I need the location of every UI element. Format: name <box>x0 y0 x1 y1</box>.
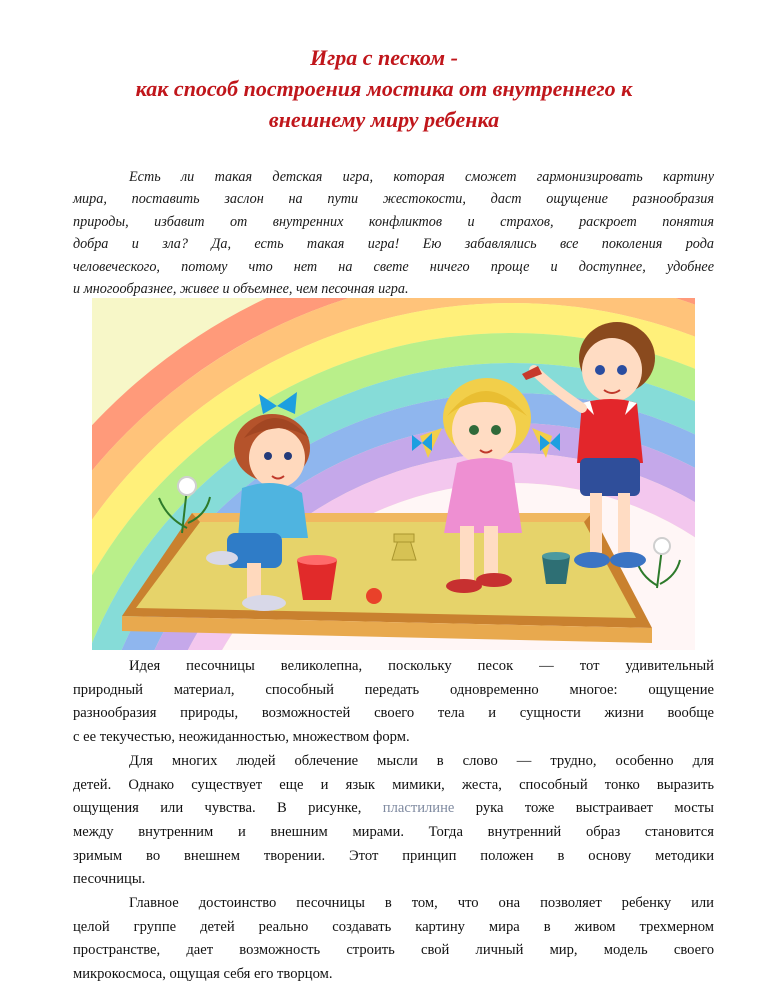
sandbox-illustration <box>92 298 695 650</box>
intro-line: добра и зла? Да, есть такая игра! Ею забавлялись все поколения рода <box>73 236 714 253</box>
dark-bucket <box>542 552 570 584</box>
intro-paragraph <box>73 166 714 300</box>
flower-icon <box>366 588 382 604</box>
title-line-3: внешнему миру ребенка <box>268 107 500 132</box>
title-line-1: Игра с песком - <box>310 45 458 70</box>
intro-line: природы, избавит от внутренних конфликтов и страхов, раскроет понятия <box>73 213 714 230</box>
sandbox <box>122 513 652 643</box>
body-line-with-link <box>73 797 714 821</box>
intro-line: мира, поставить заслон на пути жестокости, даст ощущение разнообразия <box>73 191 714 208</box>
body-line: микрокосмоса, ощущая себя его творцом. <box>73 966 333 983</box>
body-line: зримым во внешнем творении. Этот принцип положен в основу методики <box>73 847 714 864</box>
body-line: разнообразия природы, возможностей своего тела и сущности жизни вообще <box>73 705 714 722</box>
body-line: детей. Однако существует еще и язык мимики, жеста, способный тонко выразить <box>73 776 714 793</box>
body-text-segment: рука тоже выстраивает мосты <box>475 800 714 817</box>
body-line: Идея песочницы великолепна, поскольку песок — тот удивительный <box>129 658 714 674</box>
plasticine-link[interactable]: пластилине <box>382 800 455 817</box>
body-line: с ее текучестью, неожиданностью, множеством форм. <box>73 729 410 746</box>
body-line: между внутренним и внешним мирами. Тогда внутренний образ становится <box>73 823 714 840</box>
body-line: песочницы. <box>73 871 146 888</box>
title-line-2: как способ построения мостика от внутреннего к <box>135 76 633 101</box>
body-line: Для многих людей облечение мысли в слово — трудно, особенно для <box>129 752 714 769</box>
page-title <box>60 42 708 135</box>
body-text <box>73 655 714 987</box>
body-line: природный материал, способный передать одновременно многое: ощущение <box>73 681 714 698</box>
body-line: Главное достоинство песочницы в том, что она позволяет ребенку или <box>129 895 714 912</box>
intro-line: и многообразнее, живее и объемнее, чем песочная игра. <box>73 281 409 298</box>
body-line: пространстве, дает возможность строить свой личный мир, модель своего <box>73 942 714 959</box>
body-text-segment: ощущения или чувства. В рисунке, <box>73 800 362 817</box>
red-bucket <box>297 555 337 600</box>
body-line: целой группе детей реально создавать картину мира в живом трехмерном <box>73 918 714 935</box>
intro-line: человеческого, потому что нет на свете ничего проще и доступнее, удобнее <box>73 258 714 275</box>
intro-line: Есть ли такая детская игра, которая сможет гармонизировать картину <box>129 169 714 185</box>
